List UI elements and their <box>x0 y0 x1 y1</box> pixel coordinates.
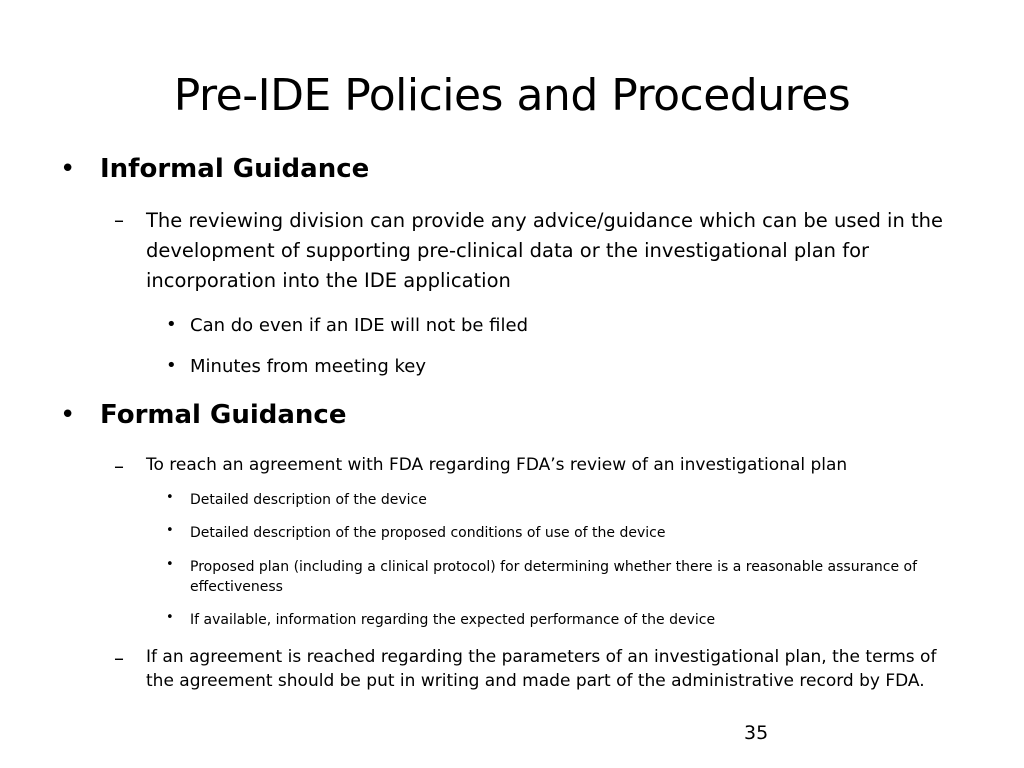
section-heading: Informal Guidance <box>100 154 370 184</box>
sub-bullet-text: Detailed description of the device <box>190 492 427 508</box>
bullet-dot-icon: • <box>166 355 177 376</box>
bullet-dot-icon: • <box>166 523 174 538</box>
bullet-text: The reviewing division can provide any advice/guidance which can be used in the development of supporting pre-clinical data or the investigational plan for incorporation into the IDE application <box>146 209 944 292</box>
dash-bullet-icon: – <box>114 646 124 670</box>
slide-title: Pre-IDE Policies and Procedures <box>173 70 851 121</box>
section-heading: Formal Guidance <box>100 400 347 430</box>
sub-bullet-text: Proposed plan (including a clinical protocol) for determining whether there is a reasonable assurance of effectiveness <box>190 559 918 595</box>
bullet-dot-icon: • <box>166 314 177 335</box>
bullet-text: If an agreement is reached regarding the parameters of an investigational plan, the terms of the agreement should be put in writing and made part of the administrative record by FDA. <box>146 647 937 691</box>
bullet-dot-icon: • <box>60 400 76 430</box>
sub-bullet-text: Minutes from meeting key <box>190 356 426 377</box>
sub-bullet-text: Can do even if an IDE will not be filed <box>190 315 529 336</box>
bullet-dot-icon: • <box>60 154 76 184</box>
dash-bullet-icon: – <box>114 208 124 232</box>
bullet-text: To reach an agreement with FDA regarding FDA’s review of an investigational plan <box>146 455 848 475</box>
bullet-dot-icon: • <box>166 490 174 505</box>
page-number: 35 <box>744 722 769 744</box>
dash-bullet-icon: – <box>114 454 124 478</box>
sub-bullet-text: If available, information regarding the expected performance of the device <box>190 612 716 628</box>
bullet-dot-icon: • <box>166 610 174 625</box>
bullet-dot-icon: • <box>166 557 174 572</box>
sub-bullet-text: Detailed description of the proposed conditions of use of the device <box>190 525 666 541</box>
